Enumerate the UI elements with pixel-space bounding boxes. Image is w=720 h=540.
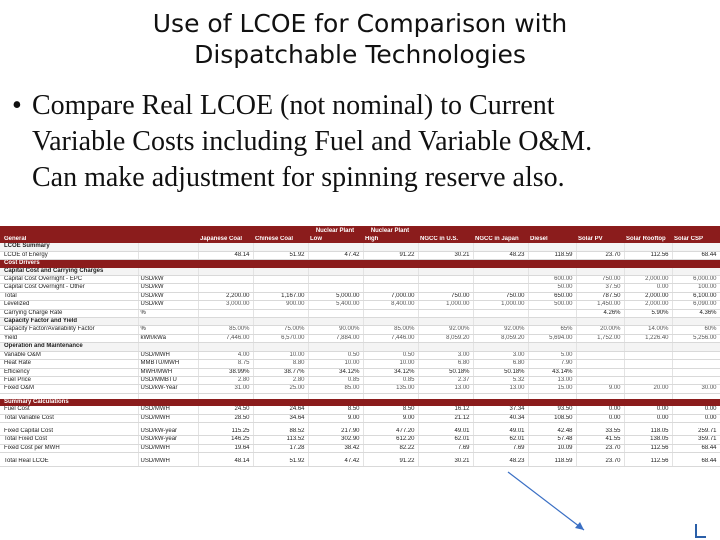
value-cell: 5,694.00 [528, 334, 576, 342]
value-cell: 113.52 [253, 436, 308, 444]
corner-bracket-icon [695, 524, 706, 538]
value-cell: 4.00 [198, 351, 253, 359]
row-label-cell: Efficiency [0, 368, 138, 376]
value-cell: 5,400.00 [308, 301, 363, 309]
value-cell: 112.56 [624, 251, 672, 259]
row-label-cell: Capital Cost Overnight - EPC [0, 276, 138, 284]
value-cell: 4.36% [672, 309, 720, 317]
value-cell: 51.92 [253, 458, 308, 466]
value-cell: 1,000.00 [418, 301, 473, 309]
value-cell: 85.00 [308, 385, 363, 393]
unit-cell: USD/kW-year [138, 428, 198, 436]
value-cell: 38.42 [308, 444, 363, 452]
unit-cell: kWh/kWa [138, 334, 198, 342]
value-cell: Nuclear Plant [363, 226, 418, 236]
value-cell: 2.37 [418, 376, 473, 384]
value-cell: 6.80 [473, 360, 528, 368]
row-label-cell: Fuel Cost [0, 406, 138, 414]
value-cell: 47.42 [308, 251, 363, 259]
bullet-line-2: Variable Costs including Fuel and Variable O&M. [32, 126, 593, 157]
value-cell: 21.12 [418, 414, 473, 422]
value-cell: 9.00 [576, 385, 624, 393]
value-cell: 40.34 [473, 414, 528, 422]
value-cell: 112.56 [624, 444, 672, 452]
value-cell: 7,446.00 [198, 334, 253, 342]
value-cell: 6,100.00 [672, 292, 720, 300]
value-cell: High [363, 236, 418, 243]
value-cell: 5,256.00 [672, 334, 720, 342]
value-cell: 8.80 [253, 360, 308, 368]
unit-cell: USD/MWH [138, 406, 198, 414]
value-cell: 8,400.00 [363, 301, 418, 309]
value-cell: 0.00 [624, 284, 672, 292]
value-cell: 0.00 [576, 406, 624, 414]
value-cell: 217.90 [308, 428, 363, 436]
value-cell: 50.18% [473, 368, 528, 376]
value-cell: 8.50 [308, 406, 363, 414]
unit-cell: USD/MWH [138, 351, 198, 359]
value-cell: 138.05 [624, 436, 672, 444]
value-cell: 5.90% [624, 309, 672, 317]
value-cell: 9.00 [363, 414, 418, 422]
value-cell: 8.50 [363, 406, 418, 414]
value-cell: Solar CSP [672, 236, 720, 243]
value-cell: 0.85 [308, 376, 363, 384]
value-cell: 6,570.00 [253, 334, 308, 342]
value-cell: 38.99% [198, 368, 253, 376]
value-cell: Nuclear Plant [308, 226, 363, 236]
unit-cell: USD/kW [138, 301, 198, 309]
value-cell: 0.00 [624, 406, 672, 414]
value-cell: 92.00% [473, 326, 528, 334]
row-label-cell: Carrying Charge Rate [0, 309, 138, 317]
value-cell: 15.00 [528, 385, 576, 393]
unit-cell: USD/MWH [138, 444, 198, 452]
value-cell: 0.00 [624, 414, 672, 422]
value-cell: 49.01 [473, 428, 528, 436]
value-cell: 62.01 [418, 436, 473, 444]
value-cell: 25.00 [253, 385, 308, 393]
value-cell: 2,000.00 [624, 292, 672, 300]
value-cell: 302.90 [308, 436, 363, 444]
value-cell: 500.00 [528, 301, 576, 309]
value-cell: 108.50 [528, 414, 576, 422]
bullet-line-3: Can make adjustment for spinning reserve also. [32, 162, 565, 193]
value-cell: Japanese Coal [198, 236, 253, 243]
value-cell: 2.80 [253, 376, 308, 384]
unit-cell: MMBTU/MWH [138, 360, 198, 368]
value-cell: 51.92 [253, 251, 308, 259]
value-cell: 48.23 [473, 458, 528, 466]
value-cell: 31.00 [198, 385, 253, 393]
value-cell: 50.18% [418, 368, 473, 376]
row-label-cell: Total Real LCOE [0, 458, 138, 466]
value-cell: 6,090.00 [672, 301, 720, 309]
slide-title-line-2: Dispatchable Technologies [194, 40, 526, 69]
slide-title-line-1: Use of LCOE for Comparison with [152, 9, 568, 38]
value-cell: 23.70 [576, 251, 624, 259]
bullet-point [6, 88, 714, 196]
value-cell: 34.64 [253, 414, 308, 422]
value-cell: 0.85 [363, 376, 418, 384]
value-cell: 7.69 [418, 444, 473, 452]
value-cell: Chinese Coal [253, 236, 308, 243]
value-cell: 100.00 [672, 284, 720, 292]
value-cell: 5.32 [473, 376, 528, 384]
value-cell: 48.23 [473, 251, 528, 259]
unit-cell: USD/kW-year [138, 436, 198, 444]
row-label-cell: Capital Cost and Carrying Charges [0, 268, 138, 276]
value-cell: 10.00 [253, 351, 308, 359]
value-cell: 68.44 [672, 251, 720, 259]
value-cell: 30.21 [418, 251, 473, 259]
unit-cell: USD/MMBTU [138, 376, 198, 384]
value-cell: 49.01 [418, 428, 473, 436]
value-cell: 7.90 [528, 360, 576, 368]
value-cell: 0.00 [576, 414, 624, 422]
bullet-line-1: Compare Real LCOE (not nominal) to Current [32, 90, 555, 121]
value-cell: 85.00% [198, 326, 253, 334]
value-cell: 477.20 [363, 428, 418, 436]
value-cell: 1,226.40 [624, 334, 672, 342]
value-cell: 7,884.00 [308, 334, 363, 342]
value-cell: 7,446.00 [363, 334, 418, 342]
value-cell: 4.26% [576, 309, 624, 317]
value-cell: 8,059.20 [418, 334, 473, 342]
row-label-cell: Yield [0, 334, 138, 342]
value-cell: 48.14 [198, 458, 253, 466]
value-cell: 1,752.00 [576, 334, 624, 342]
value-cell: 1,167.00 [253, 292, 308, 300]
value-cell: 2.80 [198, 376, 253, 384]
value-cell: 9.00 [308, 414, 363, 422]
value-cell: 60% [672, 326, 720, 334]
value-cell: 0.50 [308, 351, 363, 359]
row-label-cell: Capital Cost Overnight - Other [0, 284, 138, 292]
value-cell: 42.48 [528, 428, 576, 436]
value-cell: 10.09 [528, 444, 576, 452]
value-cell: 68.44 [672, 458, 720, 466]
value-cell: 65% [528, 326, 576, 334]
value-cell: 3.00 [418, 351, 473, 359]
row-label-cell: Summary Calculations [0, 399, 138, 406]
value-cell: 359.71 [672, 436, 720, 444]
value-cell: 91.22 [363, 458, 418, 466]
value-cell: 750.00 [473, 292, 528, 300]
value-cell: 43.14% [528, 368, 576, 376]
unit-cell: USD/kW-Year [138, 385, 198, 393]
value-cell: 6.80 [418, 360, 473, 368]
value-cell: 23.70 [576, 444, 624, 452]
value-cell: 118.59 [528, 251, 576, 259]
value-cell: NGCC in Japan [473, 236, 528, 243]
unit-cell: USD/MWH [138, 458, 198, 466]
row-label-cell: Fuel Price [0, 376, 138, 384]
value-cell: 50.00 [528, 284, 576, 292]
value-cell: 612.20 [363, 436, 418, 444]
value-cell: 47.42 [308, 458, 363, 466]
value-cell: 30.21 [418, 458, 473, 466]
value-cell: 13.00 [418, 385, 473, 393]
value-cell: 13.00 [473, 385, 528, 393]
value-cell: 34.12% [363, 368, 418, 376]
unit-cell: % [138, 309, 198, 317]
row-label-cell: Total [0, 292, 138, 300]
value-cell: 48.14 [198, 251, 253, 259]
value-cell: 30.00 [672, 385, 720, 393]
annotation-arrow-icon [0, 226, 720, 540]
row-label-cell: Total Fixed Cost [0, 436, 138, 444]
value-cell: 2,000.00 [624, 276, 672, 284]
value-cell: 5,000.00 [308, 292, 363, 300]
value-cell: 5.00 [528, 351, 576, 359]
value-cell: 135.00 [363, 385, 418, 393]
value-cell: 62.01 [473, 436, 528, 444]
value-cell: Solar PV [576, 236, 624, 243]
value-cell: 750.00 [576, 276, 624, 284]
value-cell: 19.64 [198, 444, 253, 452]
value-cell: 33.55 [576, 428, 624, 436]
value-cell: 0.50 [363, 351, 418, 359]
value-cell: 787.50 [576, 292, 624, 300]
value-cell: 1,000.00 [473, 301, 528, 309]
value-cell: 34.12% [308, 368, 363, 376]
value-cell: 2,200.00 [198, 292, 253, 300]
value-cell: 90.00% [308, 326, 363, 334]
value-cell: 7,000.00 [363, 292, 418, 300]
value-cell: 900.00 [253, 301, 308, 309]
slide-title [0, 8, 720, 70]
value-cell: 68.44 [672, 444, 720, 452]
bullet-dot-icon: • [12, 90, 22, 121]
unit-cell: USD/kW [138, 292, 198, 300]
value-cell: 41.55 [576, 436, 624, 444]
row-label-cell: LCOE of Energy [0, 251, 138, 259]
value-cell: 82.22 [363, 444, 418, 452]
value-cell: 85.00% [363, 326, 418, 334]
value-cell: 14.00% [624, 326, 672, 334]
value-cell: 37.34 [473, 406, 528, 414]
value-cell: 28.50 [198, 414, 253, 422]
row-label-cell: Heat Rate [0, 360, 138, 368]
value-cell: 92.00% [418, 326, 473, 334]
row-label-cell: Capacity Factor and Yield [0, 318, 138, 326]
value-cell: 7.69 [473, 444, 528, 452]
row-label-cell: Capacity Factor/Availability Factor [0, 326, 138, 334]
unit-cell: USD/kW [138, 284, 198, 292]
row-label-cell: Total Variable Cost [0, 414, 138, 422]
value-cell: 20.00% [576, 326, 624, 334]
value-cell: 91.22 [363, 251, 418, 259]
value-cell: 23.70 [576, 458, 624, 466]
value-cell: 20.00 [624, 385, 672, 393]
value-cell: Diesel [528, 236, 576, 243]
value-cell: 650.00 [528, 292, 576, 300]
value-cell: 1,450.00 [576, 301, 624, 309]
value-cell: 24.50 [198, 406, 253, 414]
value-cell: 10.00 [308, 360, 363, 368]
value-cell: 3,000.00 [198, 301, 253, 309]
value-cell: 37.50 [576, 284, 624, 292]
value-cell: 0.00 [672, 406, 720, 414]
row-label-cell: General [0, 236, 138, 243]
row-label-cell: Variable O&M [0, 351, 138, 359]
value-cell: Low [308, 236, 363, 243]
value-cell: 75.00% [253, 326, 308, 334]
value-cell: 38.77% [253, 368, 308, 376]
value-cell: 93.50 [528, 406, 576, 414]
value-cell: 115.25 [198, 428, 253, 436]
row-label-cell: Fixed Capital Cost [0, 428, 138, 436]
value-cell: 10.00 [363, 360, 418, 368]
row-label-cell: Fixed Cost per MWH [0, 444, 138, 452]
value-cell: 8,059.20 [473, 334, 528, 342]
value-cell: 2,000.00 [624, 301, 672, 309]
value-cell: 13.00 [528, 376, 576, 384]
unit-cell: % [138, 326, 198, 334]
value-cell: 259.71 [672, 428, 720, 436]
value-cell: 0.00 [672, 414, 720, 422]
row-label-cell: Fixed O&M [0, 385, 138, 393]
value-cell: Solar Rooftop [624, 236, 672, 243]
row-label-cell: Levelized [0, 301, 138, 309]
value-cell: 118.05 [624, 428, 672, 436]
value-cell: 3.00 [473, 351, 528, 359]
value-cell: 600.00 [528, 276, 576, 284]
row-label-cell: Operation and Maintenance [0, 343, 138, 351]
value-cell: NGCC in U.S. [418, 236, 473, 243]
value-cell: 6,000.00 [672, 276, 720, 284]
unit-cell: USD/kW [138, 276, 198, 284]
row-label-cell: Cost Drivers [0, 260, 138, 268]
value-cell: 750.00 [418, 292, 473, 300]
row-label-cell: LCOE Summary [0, 243, 138, 251]
value-cell: 57.48 [528, 436, 576, 444]
value-cell: 8.75 [198, 360, 253, 368]
unit-cell: USD/MWH [138, 414, 198, 422]
value-cell: 16.12 [418, 406, 473, 414]
unit-cell: MWH/MWH [138, 368, 198, 376]
value-cell: 112.56 [624, 458, 672, 466]
value-cell: 17.28 [253, 444, 308, 452]
value-cell: 146.25 [198, 436, 253, 444]
value-cell: 118.59 [528, 458, 576, 466]
lcoe-spreadsheet [0, 226, 720, 540]
value-cell: 24.64 [253, 406, 308, 414]
value-cell: 88.52 [253, 428, 308, 436]
